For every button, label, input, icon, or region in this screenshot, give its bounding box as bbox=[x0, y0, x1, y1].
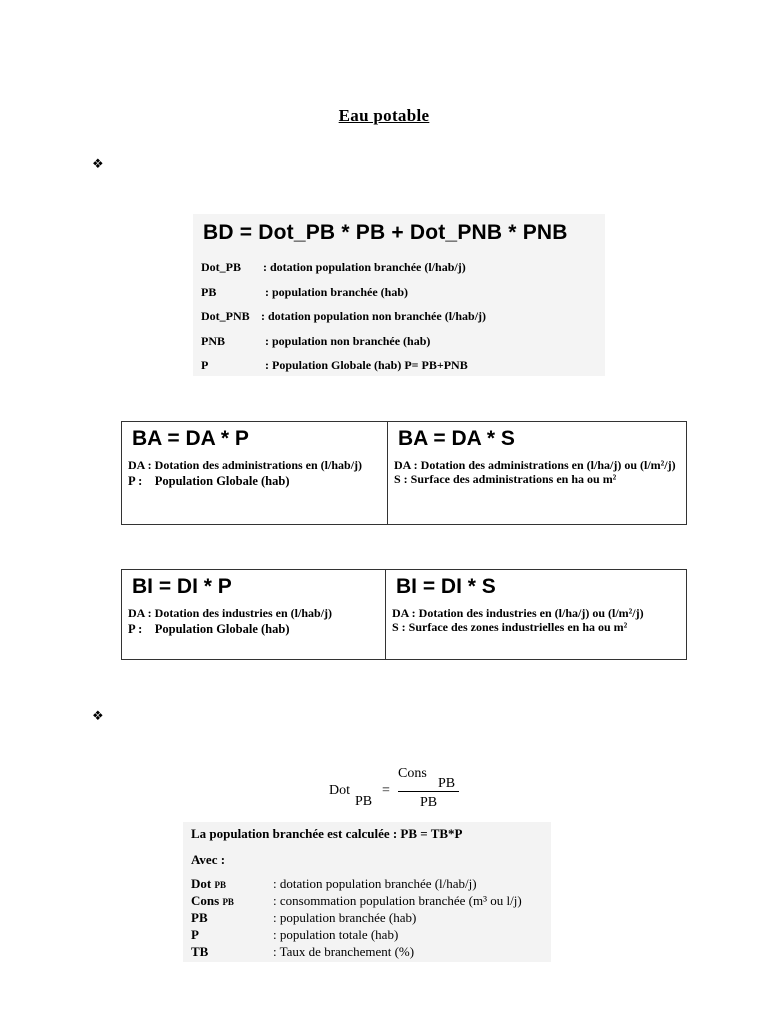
pb-def-row bbox=[191, 927, 199, 943]
bd-def-value: : population non branchée (hab) bbox=[265, 334, 431, 348]
dot-numerator: Cons bbox=[398, 766, 427, 781]
bullet-icon: ❖ bbox=[92, 708, 104, 723]
pb-def-row bbox=[191, 944, 208, 960]
ba-right-line2: S : Surface des administrations en ha ou m² bbox=[394, 472, 617, 486]
pb-def-sub: PB bbox=[214, 880, 226, 890]
page-title: Eau potable bbox=[338, 106, 430, 125]
bullet-icon: ❖ bbox=[92, 156, 104, 171]
pb-def-sub: PB bbox=[222, 897, 234, 907]
bd-def-value: : dotation population non branchée (l/hab/j) bbox=[261, 309, 487, 323]
ba-right-line1: DA : Dotation des administrations en (l/ha/j) ou (l/m²/j) bbox=[394, 458, 676, 472]
dot-equals: = bbox=[382, 783, 390, 798]
ba-cell-left bbox=[122, 422, 388, 525]
bi-right-line1: DA : Dotation des industries en (l/ha/j) ou (l/m²/j) bbox=[392, 606, 644, 620]
bd-def-key: P bbox=[201, 358, 209, 372]
dot-denominator: PB bbox=[420, 795, 438, 810]
bi-equation-right: BI = DI * S bbox=[396, 575, 496, 598]
dot-numerator-sub: PB bbox=[438, 776, 456, 791]
pb-def-row bbox=[191, 893, 234, 909]
pb-def-value: : consommation population branchée (m³ ou l/j) bbox=[273, 893, 522, 908]
pb-def-value: : population totale (hab) bbox=[273, 927, 399, 942]
bd-def-value: : Population Globale (hab) P= PB+PNB bbox=[265, 358, 468, 372]
pb-def-key: Dot bbox=[191, 876, 212, 891]
pb-block bbox=[183, 822, 551, 962]
pb-def-key: P bbox=[191, 927, 199, 942]
bd-def-key: Dot_PB bbox=[201, 260, 241, 274]
pb-def-key: TB bbox=[191, 944, 209, 959]
bi-left-line2: P : Population Globale (hab) bbox=[128, 622, 290, 636]
fraction-bar bbox=[398, 791, 459, 792]
ba-equation-left: BA = DA * P bbox=[132, 427, 249, 450]
ba-equation-right: BA = DA * S bbox=[398, 427, 515, 450]
bi-cell-left bbox=[122, 570, 386, 660]
ba-left-line2: P : Population Globale (hab) bbox=[128, 474, 290, 488]
pb-def-key: Cons bbox=[191, 893, 220, 908]
pb-def-key: PB bbox=[191, 910, 208, 925]
bi-text-right bbox=[392, 606, 678, 634]
bi-table bbox=[121, 569, 687, 660]
bi-equation-left: BI = DI * P bbox=[132, 575, 232, 598]
ba-left-line1: DA : Dotation des administrations en (l/hab/j) bbox=[128, 458, 363, 472]
ba-table bbox=[121, 421, 687, 525]
pb-def-row bbox=[191, 910, 208, 926]
dot-lhs: Dot bbox=[329, 783, 350, 798]
pb-def-value: : population branchée (hab) bbox=[273, 910, 417, 925]
bd-block bbox=[193, 214, 605, 376]
bd-def-key: PB bbox=[201, 285, 217, 299]
pb-statement: La population branchée est calculée : PB = TB*P bbox=[191, 826, 463, 841]
bi-right-line2: S : Surface des zones industrielles en ha ou m² bbox=[392, 620, 628, 634]
pb-def-value: : Taux de branchement (%) bbox=[273, 944, 415, 959]
ba-cell-right bbox=[388, 422, 687, 525]
dot-formula bbox=[328, 764, 468, 814]
bi-cell-right bbox=[386, 570, 687, 660]
bi-left-line1: DA : Dotation des industries en (l/hab/j) bbox=[128, 606, 333, 620]
pb-def-value: : dotation population branchée (l/hab/j) bbox=[273, 876, 477, 891]
pb-def-row bbox=[191, 876, 226, 892]
pb-avec: Avec : bbox=[191, 852, 226, 867]
bi-text-left bbox=[128, 606, 377, 636]
ba-text-right bbox=[394, 458, 678, 486]
dot-lhs-sub: PB bbox=[355, 794, 373, 809]
bd-equation: BD = Dot_PB * PB + Dot_PNB * PNB bbox=[203, 221, 568, 244]
bd-def-key: PNB bbox=[201, 334, 225, 348]
bd-def-value: : dotation population branchée (l/hab/j) bbox=[263, 260, 466, 274]
bd-def-value: : population branchée (hab) bbox=[265, 285, 409, 299]
ba-text-left bbox=[128, 458, 379, 488]
bd-def-key: Dot_PNB bbox=[201, 309, 250, 323]
